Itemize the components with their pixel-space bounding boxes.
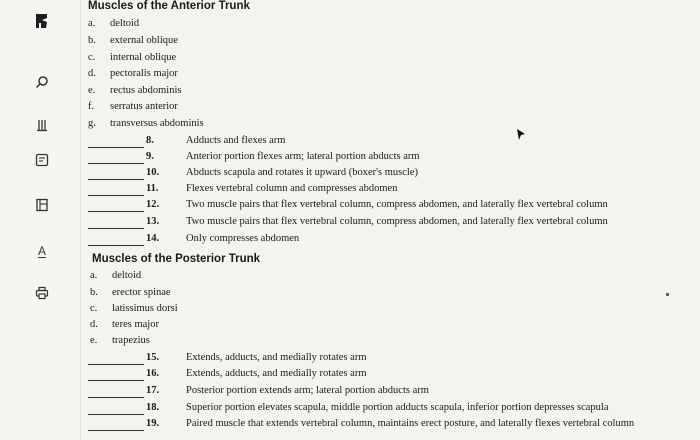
option-letter: e. bbox=[88, 85, 96, 96]
option-letter: f. bbox=[88, 101, 95, 112]
anterior-option-e bbox=[88, 85, 181, 96]
anterior-option-d bbox=[88, 68, 178, 79]
answer-blank[interactable] bbox=[88, 195, 144, 196]
option-letter: e. bbox=[90, 335, 98, 346]
option-letter: b. bbox=[90, 287, 98, 298]
question-number: 11. bbox=[146, 183, 159, 194]
question-number: 13. bbox=[146, 216, 160, 227]
option-text: serratus anterior bbox=[110, 101, 178, 112]
anterior-option-a bbox=[88, 18, 139, 29]
question-text: Two muscle pairs that flex vertebral column, compress abdomen, and laterally flex vertebral column bbox=[186, 199, 608, 210]
posterior-option-b bbox=[90, 287, 171, 298]
option-text: deltoid bbox=[110, 18, 140, 29]
anterior-option-g bbox=[88, 118, 204, 129]
question-text: Extends, adducts, and medially rotates arm bbox=[186, 368, 367, 379]
question-number: 12. bbox=[146, 199, 160, 210]
answer-blank[interactable] bbox=[88, 397, 144, 398]
answer-blank[interactable] bbox=[88, 380, 144, 381]
question-number: 10. bbox=[146, 167, 160, 178]
option-letter: c. bbox=[88, 52, 96, 63]
text-size-glyph: A bbox=[37, 243, 46, 258]
option-text: internal oblique bbox=[110, 52, 177, 63]
question-text: Two muscle pairs that flex vertebral column, compress abdomen, and laterally flex vertebral column bbox=[186, 216, 608, 227]
question-number: 8. bbox=[146, 135, 154, 146]
option-letter: a. bbox=[90, 270, 98, 281]
option-text: deltoid bbox=[112, 270, 142, 281]
question-number: 9. bbox=[146, 151, 154, 162]
option-letter: d. bbox=[90, 319, 98, 330]
question-number: 19. bbox=[146, 418, 160, 429]
anterior-option-f bbox=[88, 101, 178, 112]
option-letter: c. bbox=[90, 303, 98, 314]
anterior-option-c bbox=[88, 52, 176, 63]
posterior-option-e bbox=[90, 335, 150, 346]
anterior-option-b bbox=[88, 35, 178, 46]
answer-blank[interactable] bbox=[88, 163, 144, 164]
option-text: trapezius bbox=[112, 335, 150, 346]
posterior-option-c bbox=[90, 303, 178, 314]
answer-blank[interactable] bbox=[88, 414, 144, 415]
posterior-option-a bbox=[90, 270, 141, 281]
option-text: rectus abdominis bbox=[110, 85, 182, 96]
answer-blank[interactable] bbox=[88, 228, 144, 229]
option-text: teres major bbox=[112, 319, 159, 330]
mouse-cursor-icon bbox=[515, 128, 527, 142]
option-text: external oblique bbox=[110, 35, 178, 46]
anterior-title: Muscles of the Anterior Trunk bbox=[88, 0, 250, 12]
option-text: erector spinae bbox=[112, 287, 171, 298]
question-text: Posterior portion extends arm; lateral portion abducts arm bbox=[186, 385, 429, 396]
option-text: latissimus dorsi bbox=[112, 303, 178, 314]
posterior-title: Muscles of the Posterior Trunk bbox=[92, 253, 261, 265]
question-text: Extends, adducts, and medially rotates arm bbox=[186, 352, 367, 363]
option-letter: d. bbox=[88, 68, 96, 79]
posterior-option-d bbox=[90, 319, 159, 330]
question-number: 14. bbox=[146, 233, 160, 244]
question-text: Only compresses abdomen bbox=[186, 233, 300, 244]
question-text: Anterior portion flexes arm; lateral portion abducts arm bbox=[186, 151, 420, 162]
question-text: Abducts scapula and rotates it upward (boxer's muscle) bbox=[186, 167, 418, 178]
answer-blank[interactable] bbox=[88, 147, 144, 148]
question-text: Adducts and flexes arm bbox=[186, 135, 286, 146]
question-number: 17. bbox=[146, 385, 160, 396]
question-number: 16. bbox=[146, 368, 160, 379]
answer-blank[interactable] bbox=[88, 211, 144, 212]
scroll-indicator[interactable] bbox=[666, 293, 669, 296]
option-text: pectoralis major bbox=[110, 68, 178, 79]
answer-blank[interactable] bbox=[88, 364, 144, 365]
option-letter: g. bbox=[88, 118, 96, 129]
answer-blank[interactable] bbox=[88, 430, 144, 431]
option-letter: a. bbox=[88, 18, 96, 29]
question-number: 15. bbox=[146, 352, 160, 363]
answer-blank[interactable] bbox=[88, 179, 144, 180]
option-letter: b. bbox=[88, 35, 96, 46]
question-text: Superior portion elevates scapula, middle portion adducts scapula, inferior portion depresses scapula bbox=[186, 402, 609, 413]
answer-blank[interactable] bbox=[88, 245, 144, 246]
question-text: Flexes vertebral column and compresses abdomen bbox=[186, 183, 398, 194]
option-text: transversus abdominis bbox=[110, 118, 204, 129]
question-text: Paired muscle that extends vertebral column, maintains erect posture, and laterally flexes vertebral column bbox=[186, 418, 635, 429]
question-number: 18. bbox=[146, 402, 160, 413]
